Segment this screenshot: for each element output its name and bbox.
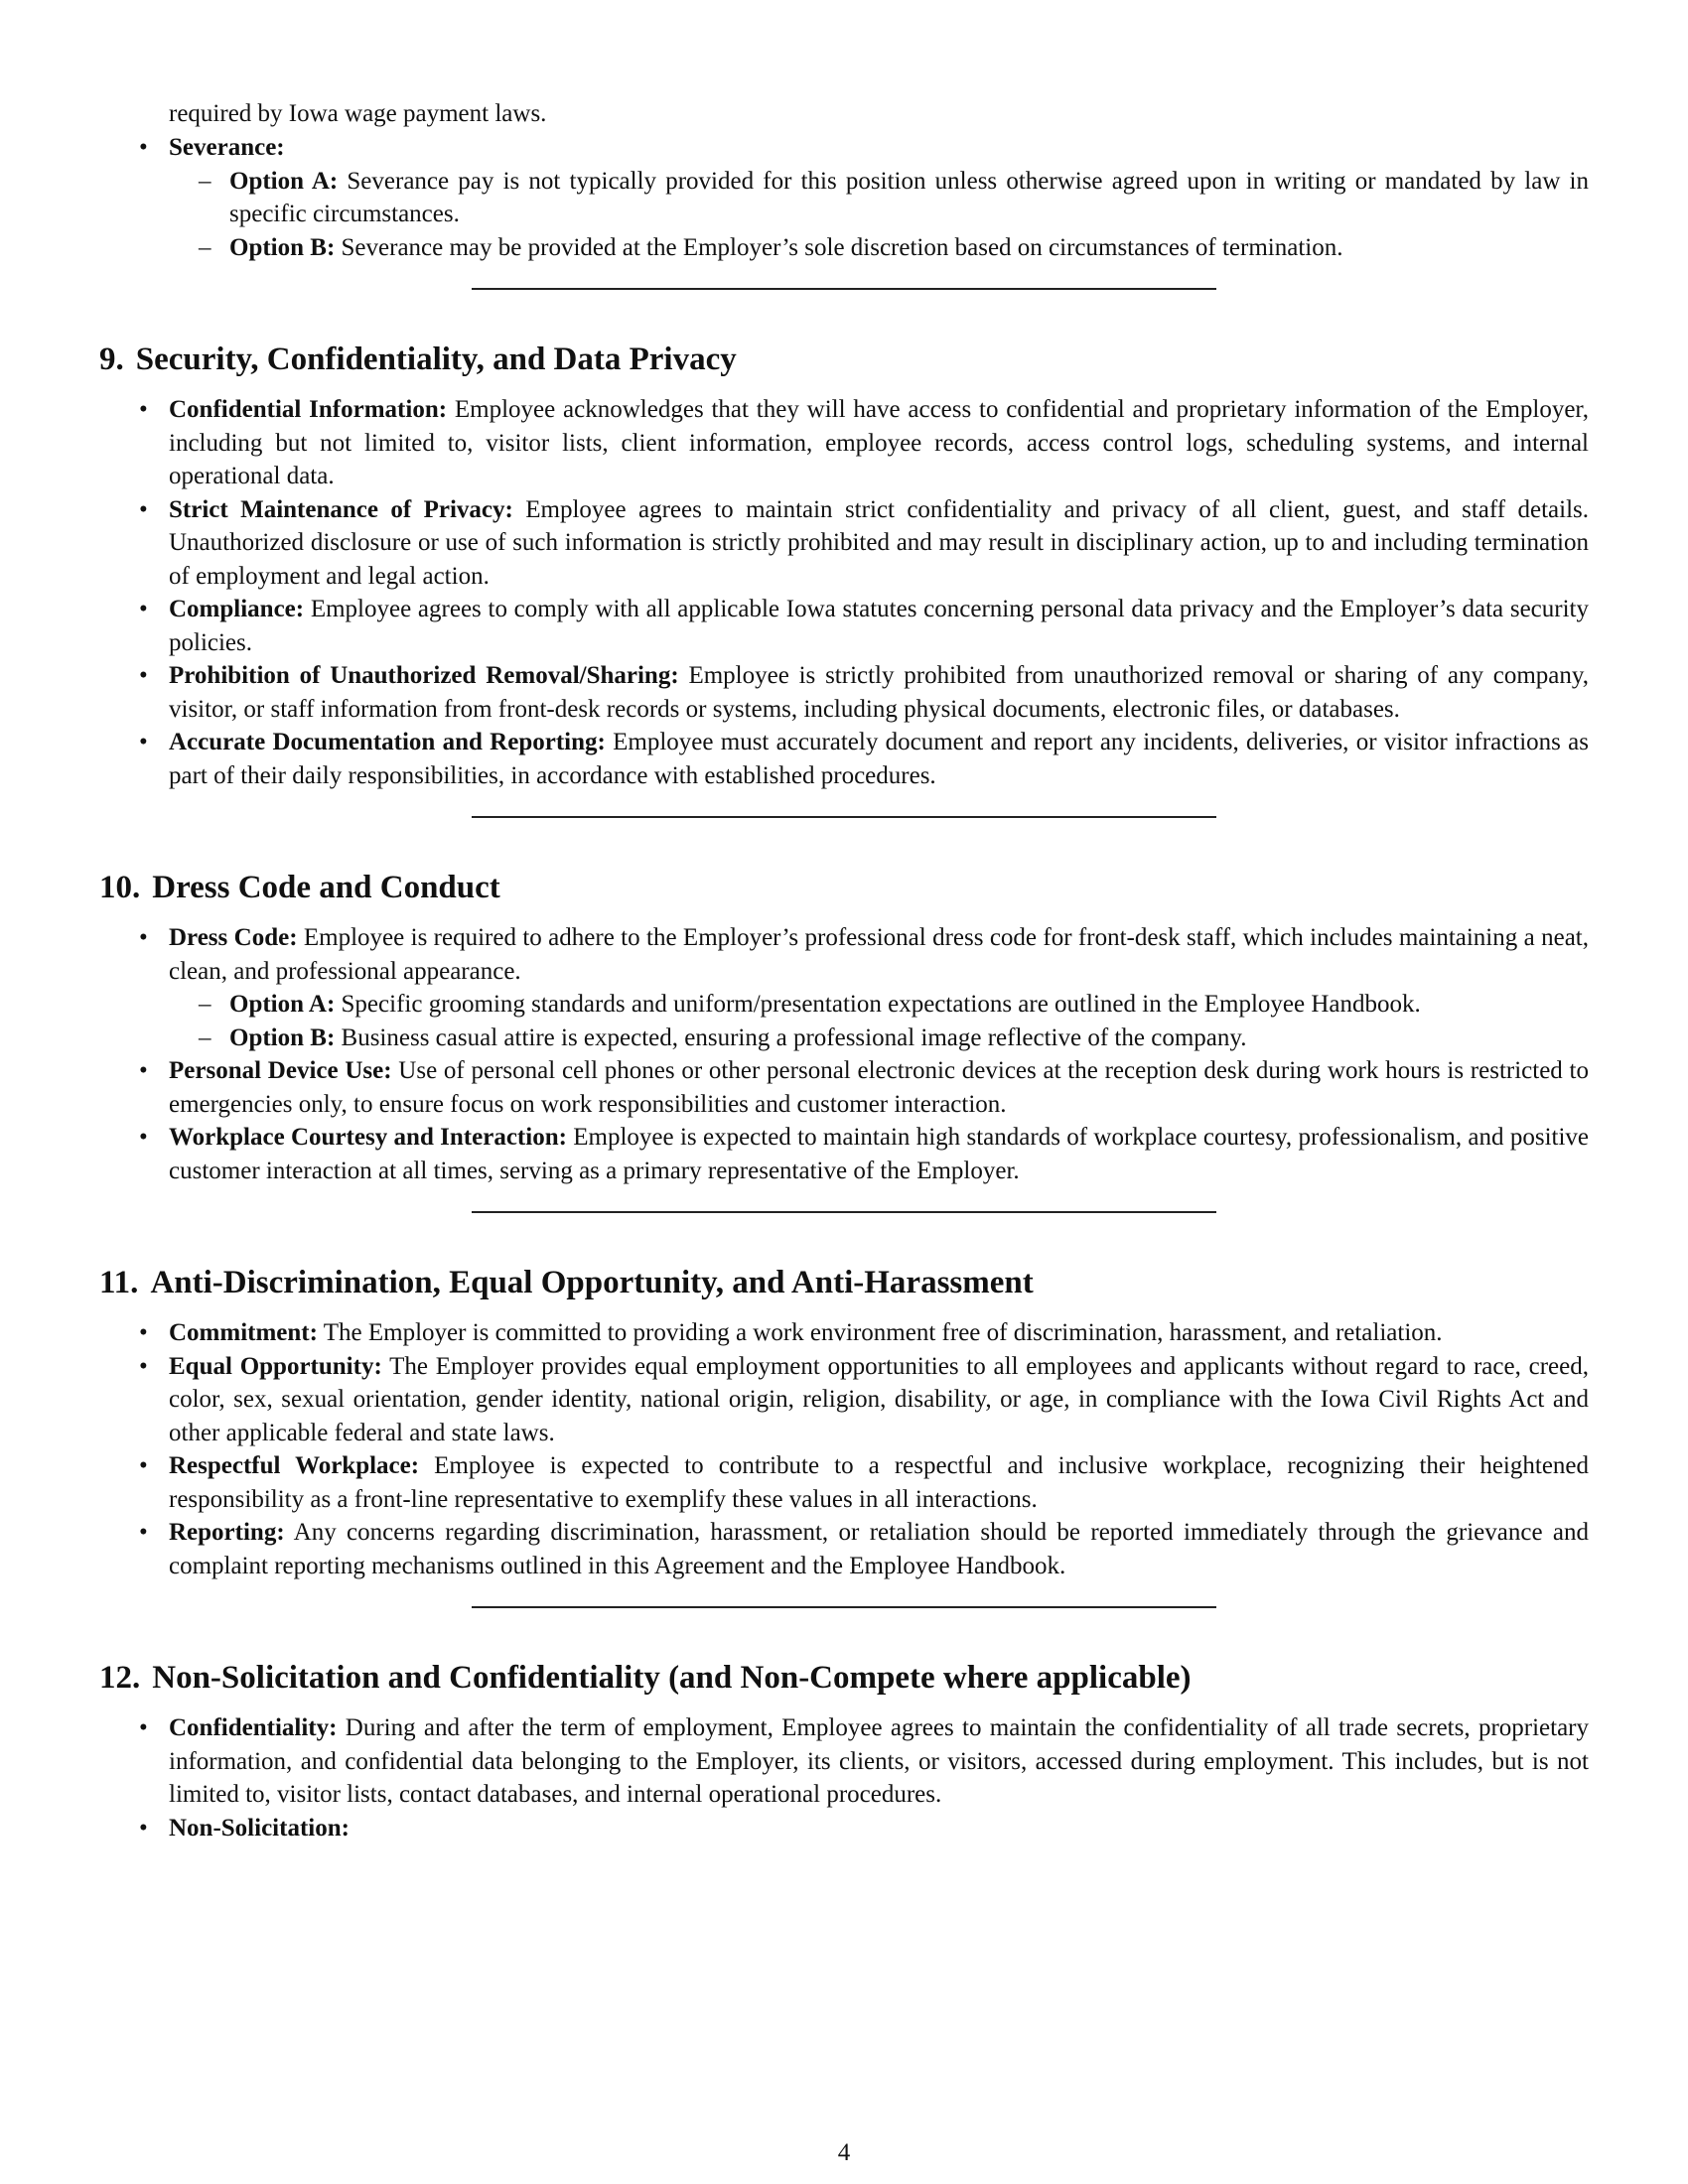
list-item bbox=[99, 1812, 1589, 1845]
item-label: Equal Opportunity: bbox=[169, 1352, 382, 1380]
sub-item-label: Option A: bbox=[229, 167, 339, 195]
section-list bbox=[99, 921, 1589, 1187]
item-label: Severance: bbox=[169, 134, 285, 161]
sub-item-text: Severance may be provided at the Employer’s sole discretion based on circumstances of termination. bbox=[335, 233, 1343, 261]
item-text: Employee is expected to contribute to a respectful and inclusive workplace, recognizing their heightened responsibility as a front-line representative to exemplify these values in all interactions. bbox=[169, 1452, 1590, 1513]
divider bbox=[99, 816, 1589, 818]
item-label: Confidentiality: bbox=[169, 1714, 338, 1741]
item-label: Prohibition of Unauthorized Removal/Sharing: bbox=[169, 662, 679, 689]
section-number: 9. bbox=[99, 341, 124, 377]
section-heading bbox=[99, 1263, 1589, 1302]
item-label: Commitment: bbox=[169, 1319, 318, 1346]
divider bbox=[99, 288, 1589, 290]
section-title: Dress Code and Conduct bbox=[152, 870, 500, 905]
item-text: Employee is strictly prohibited from unauthorized removal or sharing of any company, visitor, or staff information from front-desk records or systems, including physical documents, electronic files, or databases. bbox=[169, 662, 1589, 723]
item-label: Personal Device Use: bbox=[169, 1057, 392, 1084]
section-title: Security, Confidentiality, and Data Privacy bbox=[135, 341, 737, 377]
item-label: Accurate Documentation and Reporting: bbox=[169, 729, 606, 755]
list-item bbox=[99, 659, 1589, 726]
item-label: Strict Maintenance of Privacy: bbox=[169, 495, 513, 523]
item-text: Employee must accurately document and report any incidents, deliveries, or visitor infractions as part of their daily responsibilities, in accordance with established procedures. bbox=[169, 729, 1589, 789]
sub-item-label: Option B: bbox=[229, 233, 336, 261]
list-item bbox=[99, 921, 1589, 1054]
item-text: Employee agrees to comply with all applicable Iowa statutes concerning personal data privacy and the Employer’s data security policies. bbox=[169, 596, 1589, 656]
list-item bbox=[99, 1121, 1589, 1187]
list-item bbox=[99, 393, 1589, 493]
item-text: Employee is required to adhere to the Employer’s professional dress code for front-desk staff, which includes maintaining a neat, clean, and professional appearance. bbox=[169, 924, 1589, 985]
item-label: Respectful Workplace: bbox=[169, 1452, 420, 1479]
item-text: Employee agrees to maintain strict confidentiality and privacy of all client, guest, and staff details. Unauthorized disclosure or use of such information is strictly prohibited and may result in disciplinary action, up to and including termination of employment and legal action. bbox=[169, 495, 1589, 590]
list-item bbox=[99, 493, 1589, 594]
item-text: Employee is expected to maintain high standards of workplace courtesy, professionalism, and positive customer interaction at all times, serving as a primary representative of the Employer. bbox=[169, 1124, 1590, 1184]
item-text: The Employer is committed to providing a work environment free of discrimination, harassment, and retaliation. bbox=[317, 1319, 1443, 1346]
sub-item-text: Severance pay is not typically provided for this position unless otherwise agreed upon in writing or mandated by law in specific circumstances. bbox=[229, 167, 1590, 227]
section-list bbox=[99, 393, 1589, 792]
list-item bbox=[99, 1449, 1589, 1516]
sub-item bbox=[169, 231, 1589, 265]
item-label: Compliance: bbox=[169, 596, 305, 622]
continuation-text: required by Iowa wage payment laws. bbox=[169, 100, 547, 127]
list-item bbox=[99, 593, 1589, 659]
page-number: 4 bbox=[837, 2139, 851, 2166]
list-item bbox=[99, 726, 1589, 792]
document-page bbox=[99, 97, 1589, 1844]
section-list bbox=[99, 1711, 1589, 1844]
list-item bbox=[99, 1350, 1589, 1450]
list-item bbox=[99, 1516, 1589, 1582]
sub-list bbox=[169, 988, 1589, 1054]
section-number: 11. bbox=[99, 1265, 139, 1300]
list-item bbox=[99, 1711, 1589, 1812]
item-label: Dress Code: bbox=[169, 924, 298, 951]
section-list bbox=[99, 1316, 1589, 1582]
list-item bbox=[99, 1054, 1589, 1121]
section-title: Anti-Discrimination, Equal Opportunity, and Anti-Harassment bbox=[150, 1265, 1034, 1300]
sub-item-label: Option B: bbox=[229, 1024, 336, 1051]
divider bbox=[99, 1606, 1589, 1608]
section-heading bbox=[99, 340, 1589, 379]
item-label: Non-Solicitation: bbox=[169, 1814, 350, 1842]
sub-item-label: Option A: bbox=[229, 991, 336, 1018]
item-text: The Employer provides equal employment opportunities to all employees and applicants without regard to race, creed, color, sex, sexual orientation, gender identity, national origin, religion, disability, or age, in compliance with the Iowa Civil Rights Act and other applicable federal and state laws. bbox=[169, 1352, 1589, 1446]
item-label: Confidential Information: bbox=[169, 396, 448, 423]
sub-item bbox=[169, 1022, 1589, 1055]
sub-item bbox=[169, 988, 1589, 1022]
list-item-severance bbox=[99, 131, 1589, 264]
item-label: Workplace Courtesy and Interaction: bbox=[169, 1124, 567, 1151]
section-heading bbox=[99, 1658, 1589, 1698]
severance-list bbox=[99, 131, 1589, 264]
section-heading bbox=[99, 868, 1589, 907]
item-text: During and after the term of employment, Employee agrees to maintain the confidentiality of all trade secrets, proprietary information, and confidential data belonging to the Employer, its clients, or visitors, accessed during employment. This includes, but is not limited to, visitor lists, contact databases, and internal operational procedures. bbox=[169, 1714, 1589, 1808]
item-text: Employee acknowledges that they will have access to confidential and proprietary information of the Employer, including but not limited to, visitor lists, client information, employee records, access control logs, scheduling systems, and internal operational data. bbox=[169, 396, 1590, 489]
item-label: Reporting: bbox=[169, 1519, 285, 1546]
item-text: Any concerns regarding discrimination, harassment, or retaliation should be reported immediately through the grievance and complaint reporting mechanisms outlined in this Agreement and the Employee Handbook. bbox=[169, 1519, 1589, 1579]
list-item bbox=[99, 1316, 1589, 1350]
item-text: Use of personal cell phones or other personal electronic devices at the reception desk during work hours is restricted to emergencies only, to ensure focus on work responsibilities and customer interaction. bbox=[169, 1057, 1589, 1118]
section-number: 12. bbox=[99, 1660, 141, 1696]
sub-item-text: Business casual attire is expected, ensuring a professional image reflective of the company. bbox=[335, 1024, 1247, 1051]
severance-options bbox=[169, 165, 1589, 265]
section-title: Non-Solicitation and Confidentiality (and Non-Compete where applicable) bbox=[152, 1660, 1192, 1696]
sub-item bbox=[169, 165, 1589, 231]
section-number: 10. bbox=[99, 870, 141, 905]
sub-item-text: Specific grooming standards and uniform/presentation expectations are outlined in the Employee Handbook. bbox=[335, 991, 1421, 1018]
divider bbox=[99, 1211, 1589, 1213]
